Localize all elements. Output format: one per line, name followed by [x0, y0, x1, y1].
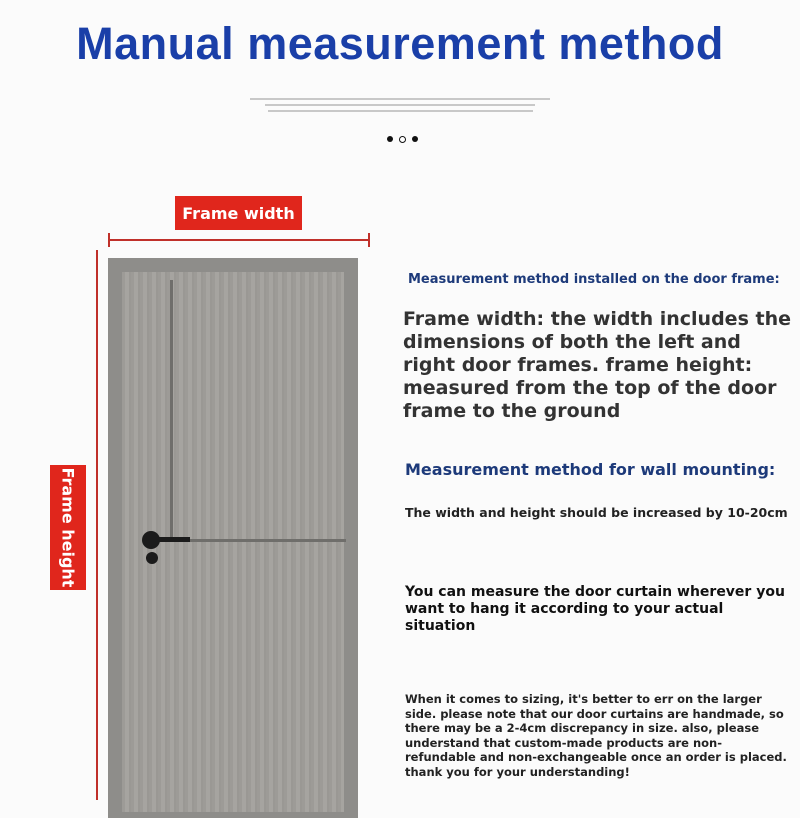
wall-method-body: The width and height should be increased by 10-20cm	[405, 505, 788, 520]
page-title: Manual measurement method	[76, 18, 724, 69]
carousel-dot	[412, 136, 418, 142]
height-dimension-line	[96, 250, 98, 800]
frame-method-heading: Measurement method installed on the door frame:	[408, 272, 780, 287]
sizing-note: When it comes to sizing, it's better to err on the larger side. please note that our door curtains are handmade, so there may be a 2-4cm discrepancy in size. also, please understand that custom-made products are non-refundable and non-exchangeable once an order is placed. thank you for your understanding!	[405, 692, 787, 779]
frame-method-body: Frame width: the width includes the dimensions of both the left and right door frames. frame height: measured from the top of the door frame to the ground	[403, 308, 791, 422]
wall-method-heading: Measurement method for wall mounting:	[405, 460, 776, 479]
fine-print-line	[265, 104, 535, 106]
frame-height-label	[50, 465, 86, 590]
door-groove-vertical	[170, 280, 173, 540]
door-handle-lever	[150, 537, 190, 542]
frame-height-text: Frame height	[58, 467, 78, 588]
carousel-dot-active	[399, 136, 406, 143]
fine-print-line	[268, 110, 533, 112]
carousel-dot	[387, 136, 393, 142]
door-groove-horizontal	[170, 539, 346, 542]
width-tick	[108, 233, 110, 247]
width-tick	[368, 233, 370, 247]
frame-width-label: Frame width	[175, 196, 302, 230]
width-dimension-line	[108, 239, 370, 241]
door-lock-icon	[146, 552, 158, 564]
curtain-note: You can measure the door curtain wherever you want to hang it according to your actual situation	[405, 584, 785, 634]
fine-print-line	[250, 98, 550, 100]
